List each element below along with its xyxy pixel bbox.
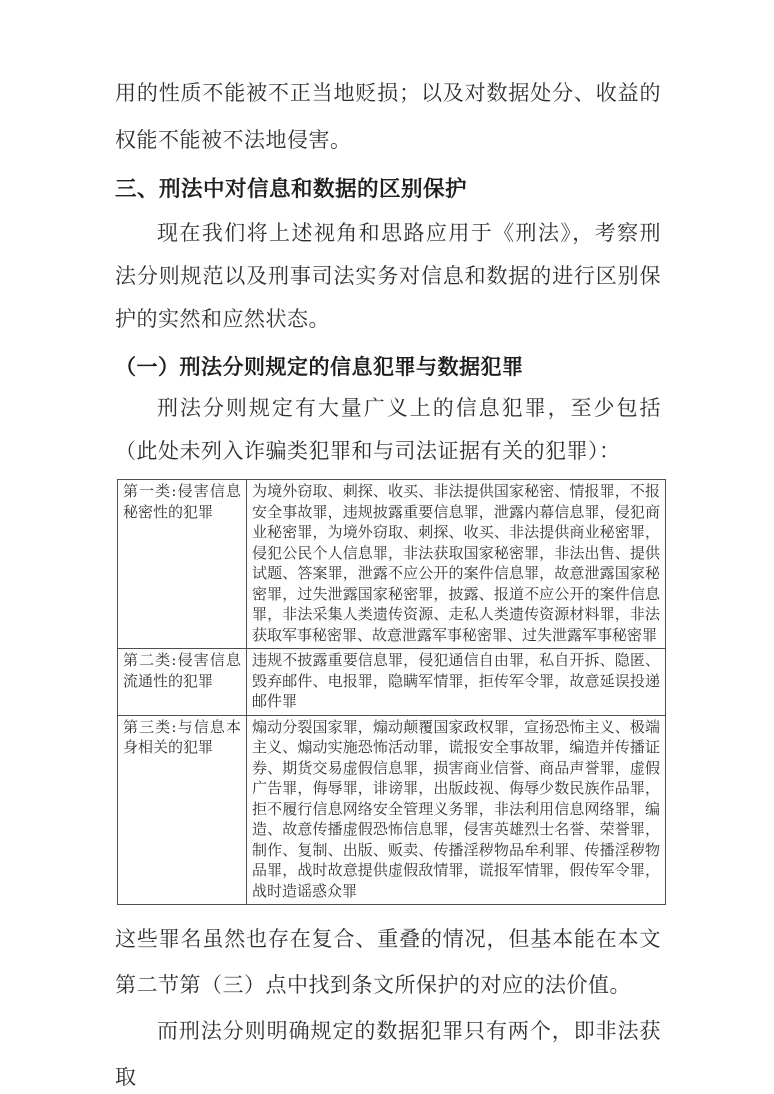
section-heading: 三、刑法中对信息和数据的区别保护 [115, 177, 468, 201]
page-content [115, 70, 661, 1094]
category-cell: 第一类:侵害信息秘密性的犯罪 [118, 480, 247, 649]
subsection-heading: （一）刑法分则规定的信息犯罪与数据犯罪 [115, 354, 524, 379]
paragraph-intro: 现在我们将上述视角和思路应用于《刑法》，考察刑法分则规范以及刑事司法实务对信息和数据的进行区别保护的实然和应然状态。 [115, 221, 661, 331]
category-cell: 第三类:与信息本身相关的犯罪 [118, 715, 247, 905]
paragraph-last: 而刑法分则明确规定的数据犯罪只有两个，即非法获取 [115, 1019, 661, 1089]
crimes-cell: 为境外窃取、刺探、收买、非法提供国家秘密、情报罪，不报安全事故罪，违规披露重要信息罪，泄露内幕信息罪，侵犯商业秘密罪，为境外窃取、刺探、收买、非法提供商业秘密罪，侵犯公民个人信息罪，非法获取国家秘密罪，非法出售、提供试题、答案罪，泄露不应公开的案件信息罪，故意泄露国家秘密罪，过失泄露国家秘密罪，披露、报道不应公开的案件信息罪，非法采集人类遗传资源、走私人类遗传资源材料罪，非法获取军事秘密罪、故意泄露军事秘密罪、过失泄露军事秘密罪 [247, 480, 666, 649]
crimes-table [117, 479, 666, 905]
paragraph-continuation: 用的性质不能被不正当地贬损；以及对数据处分、收益的权能不能被不法地侵害。 [115, 81, 661, 152]
table-row-category-1 [118, 480, 666, 649]
paragraph-lead: 刑法分则规定有大量广义上的信息犯罪，至少包括（此处未列入诈骗类犯罪和与司法证据有关的犯罪）： [115, 396, 661, 463]
table-row-category-3 [118, 715, 666, 905]
table-row-category-2 [118, 649, 666, 716]
category-cell: 第二类:侵害信息流通性的犯罪 [118, 649, 247, 716]
crimes-cell: 煽动分裂国家罪，煽动颠覆国家政权罪，宣扬恐怖主义、极端主义、煽动实施恐怖活动罪，谎报安全事故罪，编造并传播证券、期货交易虚假信息罪，损害商业信誉、商品声誉罪，虚假广告罪，侮辱罪，诽谤罪，出版歧视、侮辱少数民族作品罪，拒不履行信息网络安全管理义务罪，非法利用信息网络罪，编造、故意传播虚假恐怖信息罪，侵害英雄烈士名誉、荣誉罪，制作、复制、出版、贩卖、传播淫秽物品牟利罪、传播淫秽物品罪，战时故意提供虚假敌情罪，谎报军情罪，假传军令罪，战时造谣惑众罪 [247, 715, 666, 905]
crimes-cell: 违规不披露重要信息罪，侵犯通信自由罪，私自开拆、隐匿、毁弃邮件、电报罪，隐瞒军情罪，拒传军令罪，故意延误投递邮件罪 [247, 649, 666, 716]
paragraph-after-table: 这些罪名虽然也存在复合、重叠的情况，但基本能在本文第二节第（三）点中找到条文所保护的对应的法价值。 [115, 927, 661, 997]
